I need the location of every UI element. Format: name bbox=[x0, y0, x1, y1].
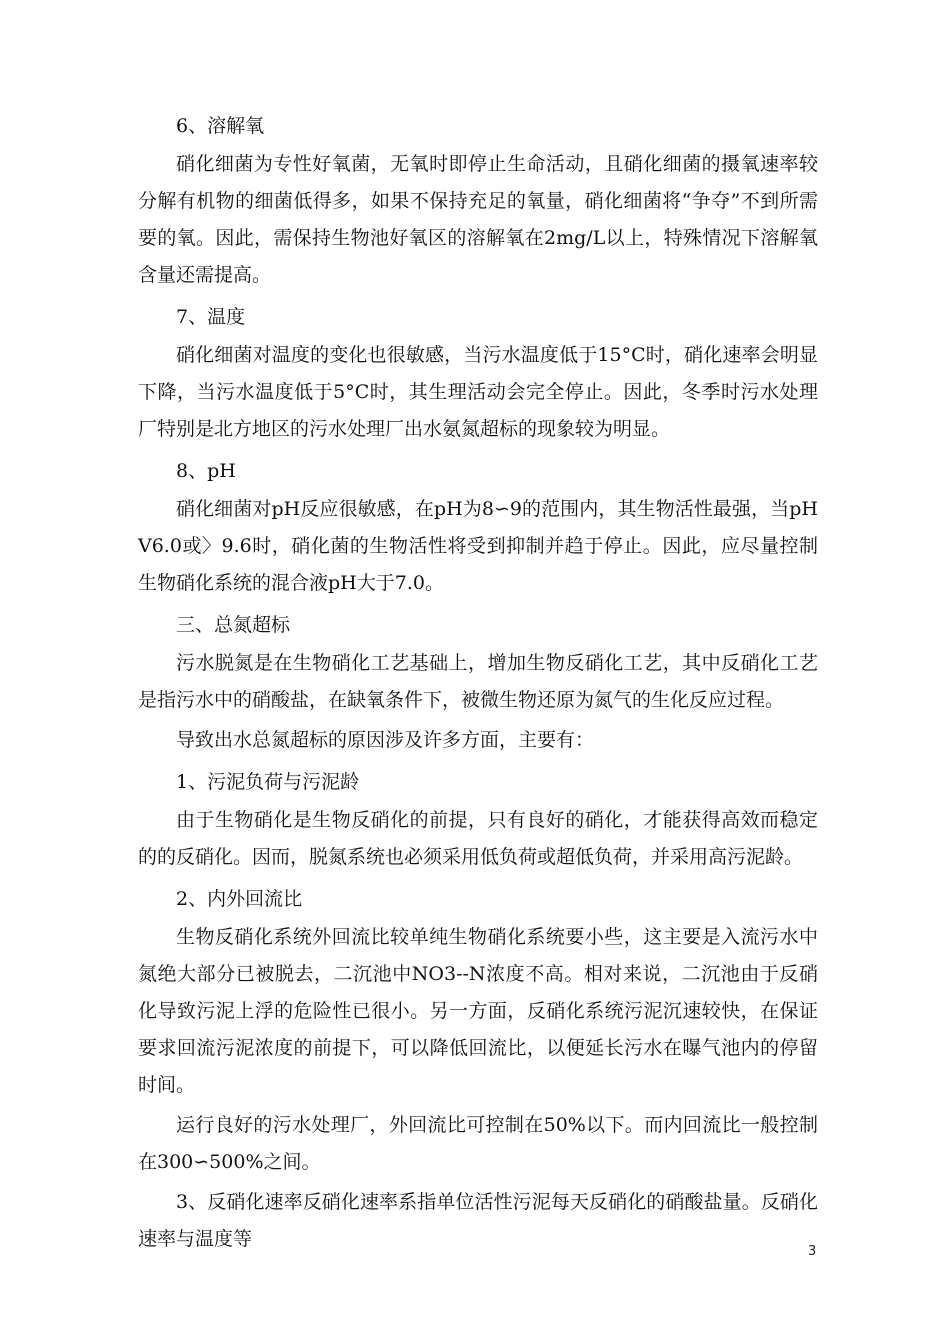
paragraph-denitrification: 污水脱氮是在生物硝化工艺基础上，增加生物反硝化工艺，其中反硝化工艺是指污水中的硝酸盐，在缺氧条件下，被微生物还原为氮气的生化反应过程。 bbox=[138, 652, 818, 711]
paragraph-ph: 硝化细菌对pH反应很敏感，在pH为8∽9的范围内，其生物活性最强，当pHV6.0或〉9.6时，硝化菌的生物活性将受到抑制并趋于停止。因此，应尽量控制生物硝化系统的混合液pH大于7.0。 bbox=[138, 498, 818, 594]
section-heading-sludge-load: 1、污泥负荷与污泥龄 bbox=[176, 771, 360, 793]
paragraph-reflux-ratio: 生物反硝化系统外回流比较单纯生物硝化系统要小些，这主要是入流污水中氮绝大部分已被脱去，二沉池中NO3--N浓度不高。相对来说，二沉池由于反硝化导致污泥上浮的危险性已很小。另一方面，反硝化系统污泥沉速较快，在保证要求回流污泥浓度的前提下，可以降低回流比，以便延长污水在曝气池内的停留时间。 bbox=[138, 926, 818, 1096]
paragraph-denitrification-rate: 3、反硝化速率反硝化速率系指单位活性污泥每天反硝化的硝酸盐量。反硝化速率与温度等 bbox=[138, 1191, 818, 1250]
section-heading-temperature: 7、温度 bbox=[176, 306, 246, 328]
paragraph-causes-intro: 导致出水总氮超标的原因涉及许多方面，主要有： bbox=[176, 729, 595, 751]
section-heading-total-nitrogen: 三、总氮超标 bbox=[176, 614, 291, 636]
page-number: 3 bbox=[808, 1244, 817, 1259]
paragraph-reflux-control: 运行良好的污水处理厂，外回流比可控制在50%以下。而内回流比一般控制在300∽500%之间。 bbox=[138, 1114, 818, 1173]
section-heading-reflux-ratio: 2、内外回流比 bbox=[176, 888, 303, 910]
paragraph-dissolved-oxygen: 硝化细菌为专性好氧菌，无氧时即停止生命活动，且硝化细菌的摄氧速率较分解有机物的细菌低得多，如果不保持充足的氧量，硝化细菌将“争夺”不到所需要的氧。因此，需保持生物池好氧区的溶解氧在2mg/L以上，特殊情况下溶解氧含量还需提高。 bbox=[138, 153, 818, 286]
paragraph-temperature: 硝化细菌对温度的变化也很敏感，当污水温度低于15°C时，硝化速率会明显下降，当污水温度低于5°C时，其生理活动会完全停止。因此，冬季时污水处理厂特别是北方地区的污水处理厂出水氨氮超标的现象较为明显。 bbox=[138, 344, 818, 440]
paragraph-sludge-load: 由于生物硝化是生物反硝化的前提，只有良好的硝化，才能获得高效而稳定的的反硝化。因而，脱氮系统也必须采用低负荷或超低负荷，并采用高污泥龄。 bbox=[138, 809, 818, 868]
section-heading-dissolved-oxygen: 6、溶解氧 bbox=[176, 115, 265, 137]
section-heading-ph: 8、pH bbox=[176, 460, 236, 482]
document-body bbox=[138, 106, 818, 1261]
